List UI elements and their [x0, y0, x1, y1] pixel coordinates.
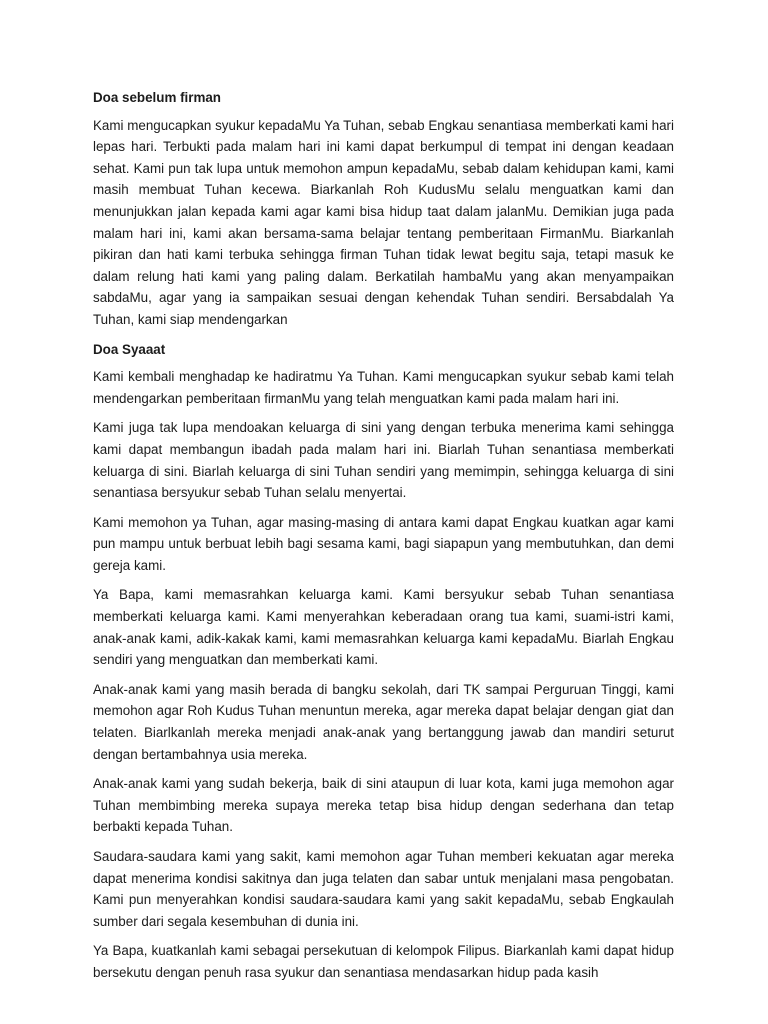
paragraph: Kami juga tak lupa mendoakan keluarga di sini yang dengan terbuka menerima kami sehingga kami dapat membangun ibadah pada malam hari ini. Biarlah Tuhan senantiasa memberkati keluarga di sini. Biarlah keluarga di sini Tuhan sendiri yang memimpin, sehingga keluarga di sini senantiasa bersyukur sebab Tuhan selalu menyertai. — [93, 420, 674, 501]
paragraph: Kami mengucapkan syukur kepadaMu Ya Tuhan, sebab Engkau senantiasa memberkati kami hari lepas hari. Terbukti pada malam hari ini kami dapat berkumpul di tempat ini dengan keadaan sehat. Kami pun tak lupa untuk memohon ampun kepadaMu, sebab dalam kehidupan kami, kami masih membuat Tuhan kecewa. Biarkanlah Roh KudusMu selalu menguatkan kami dan menunjukkan jalan kepada kami agar kami bisa hidup taat dalam jalanMu. Demikian juga pada malam hari ini, kami akan bersama-sama belajar tentang pemberitaan FirmanMu. Biarkanlah pikiran dan hati kami terbuka sehingga firman Tuhan tidak lewat begitu saja, tetapi masuk ke dalam relung hati kami yang paling dalam. Berkatilah hambaMu yang akan menyampaikan sabdaMu, agar yang ia sampaikan sesuai dengan kehendak Tuhan sendiri. Bersabdalah Ya Tuhan, kami siap mendengarkan — [93, 117, 674, 327]
section-heading: Doa sebelum firman — [93, 90, 221, 105]
section-heading: Doa Syaaat — [93, 341, 166, 357]
section-doa-syukur — [93, 339, 674, 984]
paragraph: Anak-anak kami yang sudah bekerja, baik di sini ataupun di luar kota, kami juga memohon agar Tuhan membimbing mereka supaya mereka tetap bisa hidup dengan sederhana dan tetap berbakti kepada Tuhan. — [93, 776, 674, 835]
paragraph: Ya Bapa, kuatkanlah kami sebagai persekutuan di kelompok Filipus. Biarkanlah kami dapat hidup bersekutu dengan penuh rasa syukur dan senantiasa mendasarkan hidup pada kasih — [93, 943, 674, 980]
paragraph: Anak-anak kami yang masih berada di bangku sekolah, dari TK sampai Perguruan Tinggi, kami memohon agar Roh Kudus Tuhan menuntun mereka, agar mereka dapat belajar dengan giat dan telaten. Biarlkanlah mereka menjadi anak-anak yang bertanggung jawab dan mandiri seturut dengan bertambahnya usia mereka. — [93, 681, 674, 762]
paragraph: Kami kembali menghadap ke hadiratmu Ya Tuhan. Kami mengucapkan syukur sebab kami telah mendengarkan pemberitaan firmanMu yang telah menguatkan kami pada malam hari ini. — [93, 369, 674, 406]
document-page — [93, 87, 674, 992]
paragraph: Saudara-saudara kami yang sakit, kami memohon agar Tuhan memberi kekuatan agar mereka dapat menerima kondisi sakitnya dan juga telaten dan sabar untuk menjalani masa pengobatan. Kami pun menyerahkan kondisi saudara-saudara kami yang sakit kepadaMu, sebab Engkaulah sumber dari segala kesembuhan di dunia ini. — [93, 849, 674, 929]
section-doa-sebelum-firman — [93, 87, 674, 331]
paragraph: Kami memohon ya Tuhan, agar masing-masing di antara kami dapat Engkau kuatkan agar kami pun mampu untuk berbuat lebih bagi sesama kami, bagi siapapun yang membutuhkan, dan demi gereja kami. — [93, 514, 674, 573]
paragraph: Ya Bapa, kami memasrahkan keluarga kami. Kami bersyukur sebab Tuhan senantiasa memberkati keluarga kami. Kami menyerahkan keberadaan orang tua kami, suami-istri kami, anak-anak kami, adik-kakak kami, kami memasrahkan keluarga kami kepadaMu. Biarlah Engkau sendiri yang menguatkan dan memberkati kami. — [93, 587, 674, 668]
